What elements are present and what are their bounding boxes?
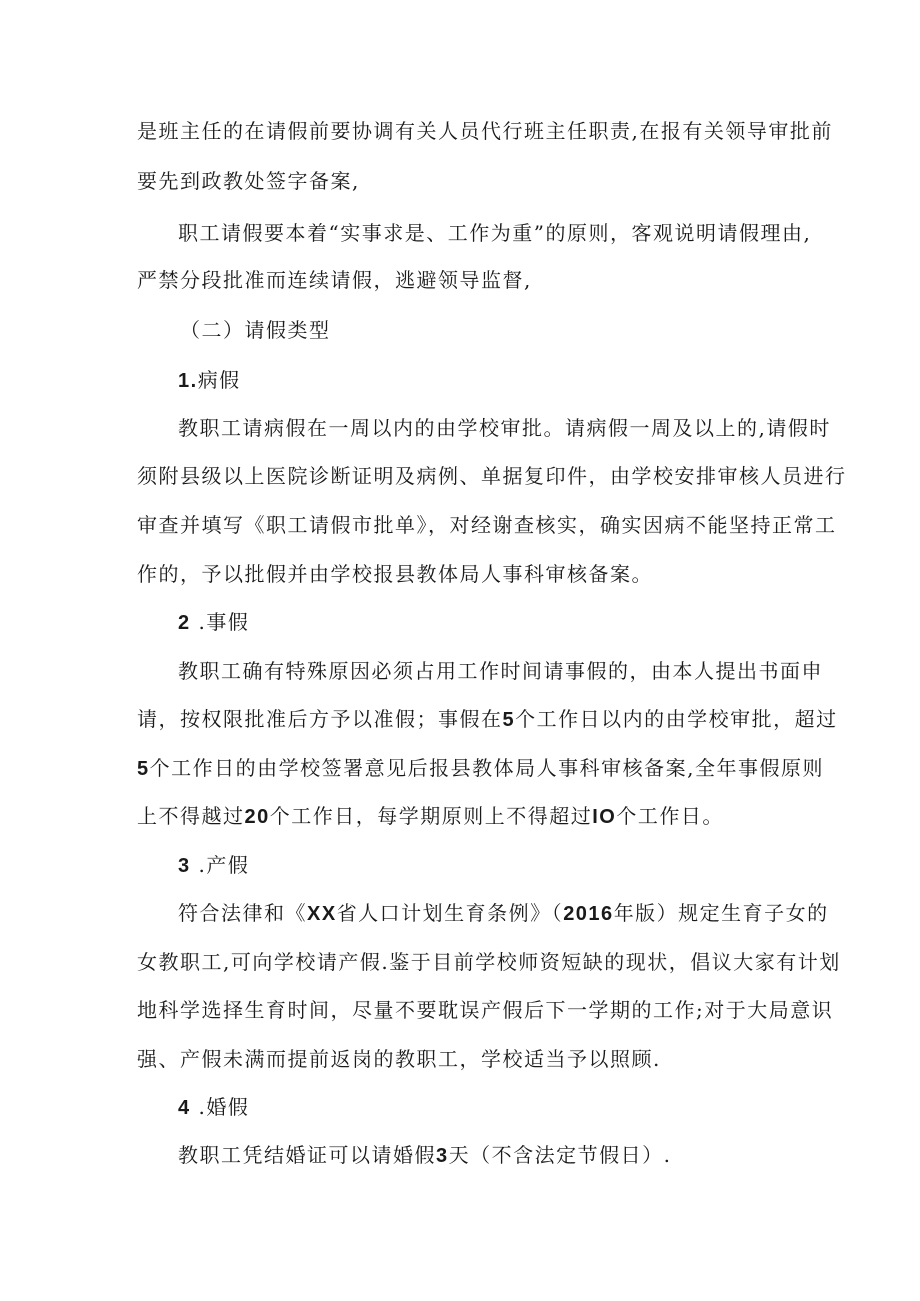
text-run: 个工作日的由学校签署意见后报县教体局人事科审核备案,全年事假原则 (149, 756, 824, 780)
paragraph-line (0, 705, 920, 734)
paragraph-line: 女教职工,可向学校请产假.鉴于目前学校师资短缺的现状，倡议大家有计划 (137, 950, 841, 974)
number-run: IO (592, 806, 617, 828)
text-run: 个工作日，每学期原则上不得超过 (269, 804, 593, 828)
item-title: .事假 (190, 610, 250, 634)
paragraph-line: 是班主任的在请假前要协调有关人员代行班主任职责,在报有关领导审批前 (137, 119, 833, 143)
paragraph-line: 审查并填写《职工请假市批单》，对经谢查核实，确实因病不能坚持正常工 (137, 513, 837, 537)
item-number: 3 (178, 855, 191, 877)
number-run: 2016 (563, 903, 614, 925)
text-run: 上不得越过 (137, 804, 245, 828)
paragraph-line: 教职工请病假在一周以内的由学校审批。请病假一周及以上的,请假时 (178, 416, 831, 440)
item-number: 4 (178, 1097, 191, 1119)
paragraph-line (0, 899, 920, 928)
item-heading-personal-leave (0, 608, 920, 637)
paragraph-line (0, 802, 920, 831)
paragraph-line: 职工请假要本着“实事求是、工作为重”的原则，客观说明请假理由, (178, 221, 812, 245)
item-title: .产假 (190, 853, 250, 877)
paragraph-line: 地科学选择生育时间，尽量不要耽误产假后下一学期的工作;对于大局意识 (137, 998, 834, 1022)
paragraph-line (0, 754, 920, 783)
section-heading: （二）请假类型 (180, 318, 331, 342)
number-run: 20 (244, 806, 270, 828)
number-run: 3 (436, 1145, 449, 1167)
paragraph-line (0, 1141, 920, 1170)
number-run: XX (307, 903, 337, 925)
item-number: 1. (178, 370, 198, 392)
number-run: 5 (502, 709, 516, 731)
text-run: 年版）规定生育子女的 (613, 901, 829, 925)
paragraph-line: 严禁分段批准而连续请假，逃避领导监督, (137, 268, 532, 292)
item-title: .婚假 (190, 1095, 250, 1119)
text-run: 个工作日。 (616, 804, 724, 828)
item-heading-marriage-leave (0, 1093, 920, 1122)
text-run: 天（不含法定节假日）. (448, 1143, 672, 1167)
paragraph-line: 须附县级以上医院诊断证明及病例、单据复印件，由学校安排审核人员进行 (137, 464, 847, 488)
text-run: 个工作日以内的由学校审批，超过 (515, 707, 838, 731)
text-run: 符合法律和《 (178, 901, 307, 925)
text-run: 请，按权限批准后方予以准假；事假在 (137, 707, 503, 731)
item-heading-sick-leave (0, 366, 920, 395)
paragraph-line: 教职工确有特殊原因必须占用工作时间请事假的，由本人提出书面申 (178, 659, 823, 683)
item-number: 2 (178, 612, 191, 634)
paragraph-line: 要先到政教处签字备案, (137, 169, 360, 193)
item-title: 病假 (197, 368, 241, 392)
text-run: 教职工凭结婚证可以请婚假 (178, 1143, 436, 1167)
text-run: 省人口计划生育条例》（ (336, 901, 564, 925)
number-run: 5 (137, 758, 150, 780)
paragraph-line: 强、产假未满而提前返岗的教职工，学校适当予以照顾. (137, 1047, 661, 1071)
item-heading-maternity-leave (0, 851, 920, 880)
paragraph-line: 作的，予以批假并由学校报县教体局人事科审核备案。 (137, 562, 653, 586)
